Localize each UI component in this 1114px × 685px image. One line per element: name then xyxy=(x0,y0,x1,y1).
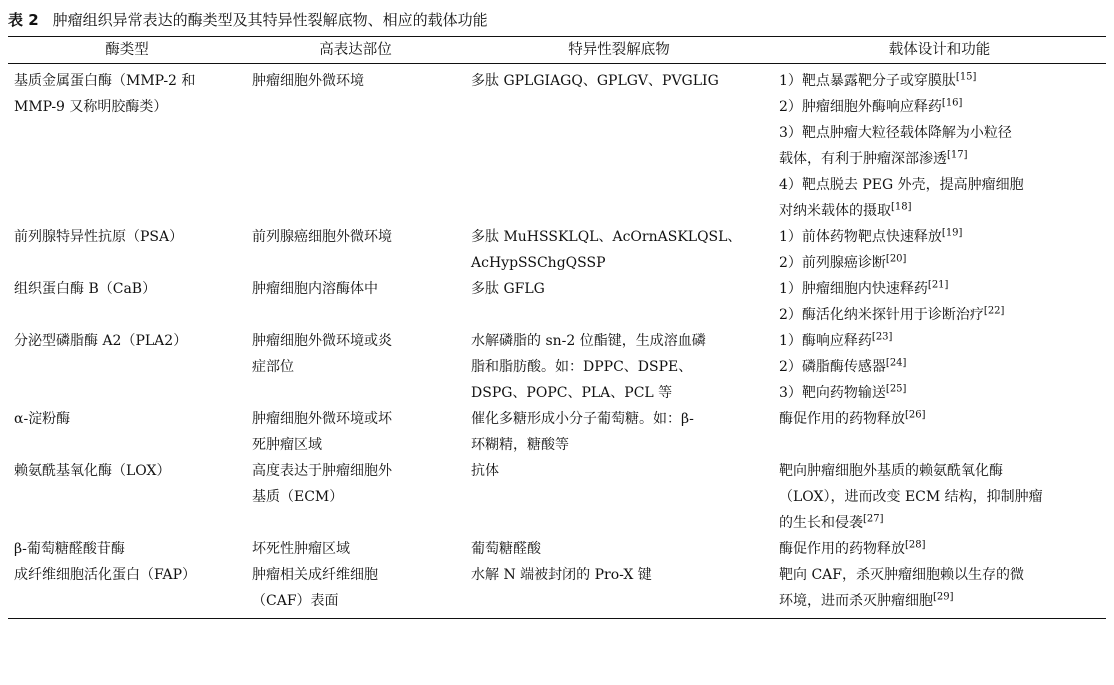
substrate-line: DSPG、POPC、PLA、PCL 等 xyxy=(471,385,673,401)
function-cell xyxy=(773,328,1106,406)
site-line: 肿瘤细胞外微环境 xyxy=(252,73,364,89)
site-line: 症部位 xyxy=(252,359,294,375)
table-row xyxy=(8,406,1106,458)
function-text: （LOX），进而改变 ECM 结构，抑制肿瘤 xyxy=(779,489,1043,505)
reference-citation: [22] xyxy=(983,305,1005,317)
substrate-line: 多肽 MuHSSKLQL、AcOrnASKLQSL、 xyxy=(471,229,742,245)
function-text: 酶促作用的药物释放 xyxy=(779,411,905,427)
table-header-row xyxy=(8,37,1106,64)
function-text: 靶向 CAF，杀灭肿瘤细胞赖以生存的微 xyxy=(779,567,1024,583)
enzyme-line: 赖氨酰基氧化酶（LOX） xyxy=(14,463,171,479)
reference-citation: [19] xyxy=(941,227,963,239)
site-line: 死肿瘤区域 xyxy=(252,437,322,453)
enzyme-cell xyxy=(8,64,246,225)
enzyme-line: α-淀粉酶 xyxy=(14,411,71,427)
header-enzyme-type: 酶类型 xyxy=(8,37,246,64)
function-line xyxy=(779,172,1100,198)
function-text: 4）靶点脱去 PEG 外壳，提高肿瘤细胞 xyxy=(779,177,1024,193)
table-caption xyxy=(8,10,488,30)
substrate-line: 水解 N 端被封闭的 Pro-X 键 xyxy=(471,567,652,583)
function-text: 1）前体药物靶点快速释放 xyxy=(779,229,942,245)
header-expression-site: 高表达部位 xyxy=(246,37,465,64)
site-line: 前列腺癌细胞外微环境 xyxy=(252,229,392,245)
site-line: 肿瘤细胞外微环境或坏 xyxy=(252,411,392,427)
function-text: 的生长和侵袭 xyxy=(779,515,863,531)
substrate-line: 催化多糖形成小分子葡萄糖。如：β- xyxy=(471,411,694,427)
substrate-line: 脂和脂肪酸。如：DPPC、DSPE、 xyxy=(471,359,693,375)
table-title: 肿瘤组织异常表达的酶类型及其特异性裂解底物、相应的载体功能 xyxy=(52,11,488,29)
function-line xyxy=(779,328,1100,354)
function-line xyxy=(779,68,1100,94)
reference-citation: [23] xyxy=(871,331,893,343)
site-cell xyxy=(246,276,465,328)
reference-citation: [21] xyxy=(927,279,949,291)
table-row xyxy=(8,458,1106,536)
enzyme-line: 前列腺特异性抗原（PSA） xyxy=(14,229,184,245)
site-line: 肿瘤细胞内溶酶体中 xyxy=(252,281,378,297)
table-row xyxy=(8,562,1106,619)
function-text: 对纳米载体的摄取 xyxy=(779,203,891,219)
function-text: 2）酶活化纳米探针用于诊断治疗 xyxy=(779,307,984,323)
function-line xyxy=(779,588,1100,614)
function-text: 1）靶点暴露靶分子或穿膜肽 xyxy=(779,73,956,89)
function-line xyxy=(779,276,1100,302)
function-line xyxy=(779,510,1100,536)
reference-citation: [16] xyxy=(941,97,963,109)
substrate-line: 水解磷脂的 sn-2 位酯键，生成溶血磷 xyxy=(471,333,706,349)
enzyme-table xyxy=(8,36,1106,619)
function-text: 3）靶点肿瘤大粒径载体降解为小粒径 xyxy=(779,125,1012,141)
site-line: 基质（ECM） xyxy=(252,489,344,505)
function-cell xyxy=(773,562,1106,619)
enzyme-line: 分泌型磷脂酶 A2（PLA2） xyxy=(14,333,188,349)
substrate-cell xyxy=(465,64,773,225)
function-line xyxy=(779,536,1100,562)
function-line xyxy=(779,224,1100,250)
site-cell xyxy=(246,458,465,536)
enzyme-line: 组织蛋白酶 B（CaB） xyxy=(14,281,157,297)
table-row xyxy=(8,328,1106,406)
site-cell xyxy=(246,64,465,225)
site-line: 坏死性肿瘤区域 xyxy=(252,541,350,557)
site-line: 高度表达于肿瘤细胞外 xyxy=(252,463,392,479)
function-text: 1）肿瘤细胞内快速释药 xyxy=(779,281,928,297)
substrate-line: 抗体 xyxy=(471,463,499,479)
enzyme-cell xyxy=(8,224,246,276)
site-line: 肿瘤细胞外微环境或炎 xyxy=(252,333,392,349)
enzyme-line: 成纤维细胞活化蛋白（FAP） xyxy=(14,567,197,583)
header-carrier-function: 载体设计和功能 xyxy=(773,37,1106,64)
substrate-cell xyxy=(465,328,773,406)
header-specific-substrate: 特异性裂解底物 xyxy=(465,37,773,64)
site-cell xyxy=(246,328,465,406)
function-line xyxy=(779,484,1100,510)
function-cell xyxy=(773,224,1106,276)
function-text: 靶向肿瘤细胞外基质的赖氨酰氧化酶 xyxy=(779,463,1003,479)
function-text: 2）前列腺癌诊断 xyxy=(779,255,886,271)
enzyme-line: 基质金属蛋白酶（MMP-2 和 xyxy=(14,73,196,89)
function-text: 1）酶响应释药 xyxy=(779,333,872,349)
substrate-line: 葡萄糖醛酸 xyxy=(471,541,541,557)
enzyme-line: β-葡萄糖醛酸苷酶 xyxy=(14,541,125,557)
table-row xyxy=(8,64,1106,225)
function-line xyxy=(779,94,1100,120)
substrate-line: 多肽 GFLG xyxy=(471,281,545,297)
enzyme-cell xyxy=(8,276,246,328)
function-cell xyxy=(773,458,1106,536)
substrate-cell xyxy=(465,406,773,458)
reference-citation: [18] xyxy=(891,201,912,213)
reference-citation: [15] xyxy=(955,71,977,83)
site-cell xyxy=(246,224,465,276)
function-text: 酶促作用的药物释放 xyxy=(779,541,905,557)
substrate-line: AcHypSSChgQSSP xyxy=(471,255,606,271)
table-number: 表 2 xyxy=(8,11,39,29)
function-cell xyxy=(773,406,1106,458)
reference-citation: [27] xyxy=(863,513,884,525)
function-cell xyxy=(773,64,1106,225)
function-text: 2）磷脂酶传感器 xyxy=(779,359,886,375)
function-line xyxy=(779,562,1100,588)
function-cell xyxy=(773,536,1106,562)
site-cell xyxy=(246,562,465,619)
reference-citation: [17] xyxy=(947,149,968,161)
table-row xyxy=(8,224,1106,276)
site-line: （CAF）表面 xyxy=(252,593,339,609)
table-row xyxy=(8,276,1106,328)
site-line: 肿瘤相关成纤维细胞 xyxy=(252,567,378,583)
substrate-line: 多肽 GPLGIAGQ、GPLGV、PVGLIG xyxy=(471,73,719,89)
function-line xyxy=(779,380,1100,406)
substrate-cell xyxy=(465,562,773,619)
function-line xyxy=(779,406,1100,432)
reference-citation: [24] xyxy=(885,357,907,369)
substrate-cell xyxy=(465,276,773,328)
table-body xyxy=(8,64,1106,619)
substrate-cell xyxy=(465,536,773,562)
enzyme-cell xyxy=(8,406,246,458)
substrate-line: 环糊精，糖酸等 xyxy=(471,437,569,453)
site-cell xyxy=(246,406,465,458)
substrate-cell xyxy=(465,458,773,536)
enzyme-cell xyxy=(8,458,246,536)
function-line xyxy=(779,302,1100,328)
function-line xyxy=(779,198,1100,224)
table-row xyxy=(8,536,1106,562)
function-text: 环境，进而杀灭肿瘤细胞 xyxy=(779,593,933,609)
function-line xyxy=(779,354,1100,380)
function-line xyxy=(779,250,1100,276)
function-text: 载体，有利于肿瘤深部渗透 xyxy=(779,151,947,167)
function-line xyxy=(779,146,1100,172)
function-text: 3）靶向药物输送 xyxy=(779,385,886,401)
function-line xyxy=(779,458,1100,484)
reference-citation: [25] xyxy=(885,383,907,395)
enzyme-cell xyxy=(8,328,246,406)
reference-citation: [29] xyxy=(933,591,954,603)
substrate-cell xyxy=(465,224,773,276)
function-text: 2）肿瘤细胞外酶响应释药 xyxy=(779,99,942,115)
site-cell xyxy=(246,536,465,562)
reference-citation: [26] xyxy=(905,409,926,421)
function-cell xyxy=(773,276,1106,328)
enzyme-line: MMP-9 又称明胶酶类） xyxy=(14,99,168,115)
enzyme-cell xyxy=(8,536,246,562)
function-line xyxy=(779,120,1100,146)
reference-citation: [20] xyxy=(885,253,907,265)
reference-citation: [28] xyxy=(905,539,926,551)
enzyme-cell xyxy=(8,562,246,619)
